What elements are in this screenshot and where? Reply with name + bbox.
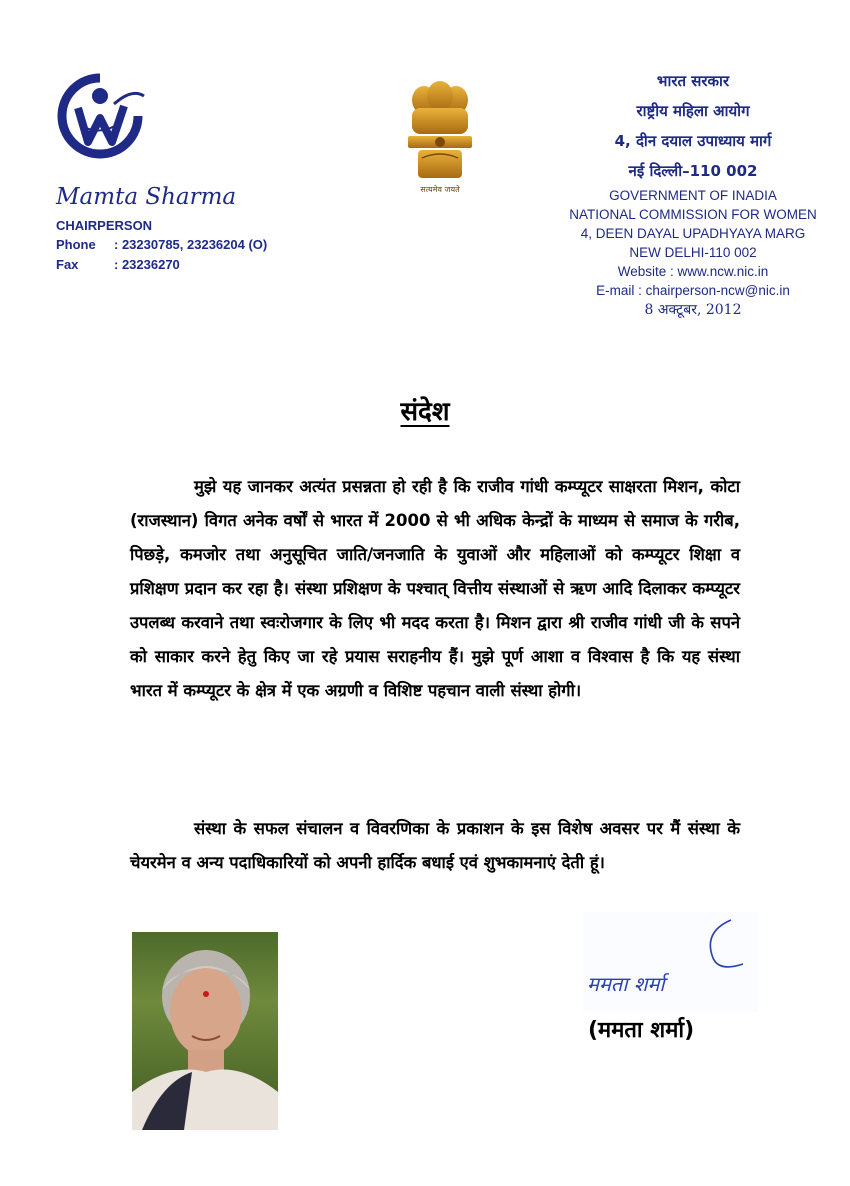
signature [583, 912, 758, 1012]
phone-line [56, 237, 267, 252]
phone-label: Phone [56, 237, 96, 252]
address-english-line: NEW DELHI-110 002 [629, 245, 757, 260]
email-line: E-mail : chairperson-ncw@nic.in [596, 283, 790, 298]
letter-date: 8 अक्टूबर, 2012 [644, 302, 742, 318]
message-paragraph-1: मुझे यह जानकर अत्यंत प्रसन्नता हो रही है कि राजीव गांधी कम्प्यूटर साक्षरता मिशन, कोटा (राजस्थान) विगत अनेक वर्षों से भारत में 2000 से भी अधिक केन्द्रों के माध्यम से समाज के गरीब, पिछड़े, कमजोर तथा अनुसूचित जाति/जनजाति के युवाओं और महिलाओं को कम्प्यूटर शिक्षा व प्रशिक्षण प्रदान कर रहा है। संस्था प्रशिक्षण के पश्चात् वित्तीय संस्थाओं से ऋण आदि दिलाकर कम्प्यूटर उपलब्ध करवाने तथा स्वःरोजगार के लिए भी मदद करता है। मिशन द्वारा श्री राजीव गांधी जी के सपने को साकार करने हेतु किए जा रहे प्रयास सराहनीय हैं। मुझे पूर्ण आशा व विश्वास है कि यह संस्था भारत में कम्प्यूटर के क्षेत्र में एक अग्रणी व विशिष्ट पहचान वाली संस्था होगी। [130, 477, 740, 700]
letter-heading: संदेश [400, 397, 450, 427]
website-line: Website : www.ncw.nic.in [617, 264, 769, 279]
fax-line [56, 257, 180, 272]
ncw-logo-icon [52, 66, 148, 166]
address-english-line: GOVERNMENT OF INADIA [609, 188, 777, 203]
signature-handwriting: ममता शर्मा [587, 972, 665, 996]
address-english-line: 4, DEEN DAYAL UPADHYAYA MARG [580, 226, 806, 241]
fax-label: Fax [56, 257, 79, 272]
phone-value: : 23230785, 23236204 (O) [114, 237, 268, 252]
designation: CHAIRPERSON [56, 218, 153, 233]
message-paragraph-2: संस्था के सफल संचालन व विवरणिका के प्रकाशन के इस विशेष अवसर पर मैं संस्था के चेयरमेन व अन्य पदाधिकारियों को अपनी हार्दिक बधाई एवं शुभकामनाएं देती हूं। [130, 819, 740, 872]
address-hindi-line: नई दिल्ली–110 002 [628, 162, 758, 180]
chairperson-photo [132, 932, 278, 1130]
address-english-line: NATIONAL COMMISSION FOR WOMEN [569, 207, 817, 222]
chairperson-name: Mamta Sharma [56, 184, 237, 210]
state-emblem-icon [398, 80, 482, 198]
fax-value: : 23236270 [114, 257, 180, 272]
emblem-motto: सत्यमेव जयते [420, 185, 460, 194]
address-hindi-line: 4, दीन दयाल उपाध्याय मार्ग [614, 132, 772, 150]
signatory-name: (ममता शर्मा) [588, 1018, 695, 1043]
address-hindi-line: राष्ट्रीय महिला आयोग [636, 102, 750, 120]
address-block [548, 66, 838, 320]
address-hindi-line: भारत सरकार [656, 72, 730, 90]
